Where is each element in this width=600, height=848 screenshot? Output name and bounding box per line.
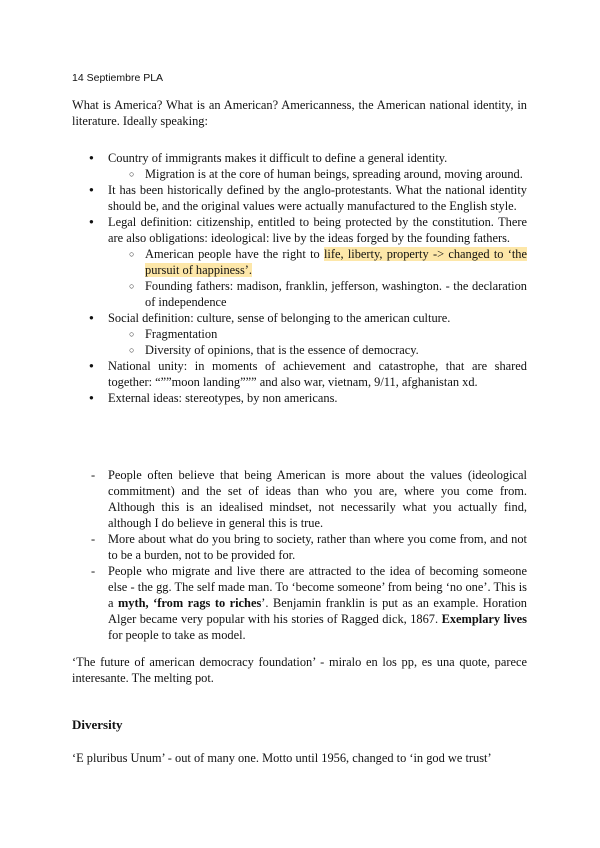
text: American people have the right to: [145, 247, 324, 261]
list-item: [72, 563, 527, 643]
text: ’. Benjamin franklin is put as an example. Horation Alger became very popular with his stories of Ragged dick, 1867.: [108, 596, 527, 626]
list-item: ○ Founding fathers: madison, franklin, jefferson, washington. - the declaration of independence: [72, 278, 527, 310]
text: People who migrate and live there are attracted to the idea of becoming someone else - the gg. The self made man. To ‘become someone’ from being ‘no one’. This is a: [108, 564, 527, 610]
intro-paragraph: What is America? What is an American? Americanness, the American national identity, in literature. Ideally speaking:: [72, 98, 527, 128]
bullet-list: [72, 150, 527, 406]
list-item: ● National unity: in moments of achievement and catastrophe, that are shared together: “””moon landing””” and also war, vietnam, 9/11, afghanistan xd.: [72, 358, 527, 390]
document-date-title: 14 Septiembre PLA: [72, 72, 164, 84]
highlighted-text: life, liberty, property -> changed to ‘the pursuit of happiness’.: [145, 247, 528, 277]
list-item: ● Social definition: culture, sense of belonging to the american culture.: [72, 310, 527, 326]
list-item: - More about what do you bring to society, rather than where you come from, and not to be a burden, not to be provided for.: [72, 531, 527, 563]
quote-paragraph: ‘The future of american democracy foundation’ - miralo en los pp, es una quote, parece interesante. The melting pot.: [72, 655, 527, 685]
dash-list: [72, 467, 527, 643]
list-item: ● External ideas: stereotypes, by non americans.: [72, 390, 527, 406]
list-item: ● It has been historically defined by the anglo-protestants. What the national identity should be, and the original values were actually manufactured to the English style.: [72, 182, 527, 214]
list-item: ● Country of immigrants makes it difficult to define a general identity.: [72, 150, 527, 166]
list-item: ○ Diversity of opinions, that is the essence of democracy.: [72, 342, 527, 358]
list-item: [72, 246, 527, 278]
section-heading: Diversity: [72, 717, 123, 732]
list-item: ○ Fragmentation: [72, 326, 527, 342]
bold-text: myth, ‘from rags to riches: [117, 596, 262, 610]
list-item: - People often believe that being American is more about the values (ideological commitment) and the set of ideas than who you are, where you come from. Although this is an idealised mindset, not necessarily what you actually find, although I do believe in general this is true.: [72, 467, 527, 531]
list-item: ○ Migration is at the core of human beings, spreading around, moving around.: [72, 166, 527, 182]
text: for people to take as model.: [108, 628, 246, 642]
list-item: ● Legal definition: citizenship, entitled to being protected by the constitution. There are also obligations: ideological: live by the ideas forged by the founding fathers.: [72, 214, 527, 246]
diversity-paragraph: ‘E pluribus Unum’ - out of many one. Motto until 1956, changed to ‘in god we trust’: [72, 751, 492, 765]
bold-text: Exemplary lives: [441, 612, 527, 626]
